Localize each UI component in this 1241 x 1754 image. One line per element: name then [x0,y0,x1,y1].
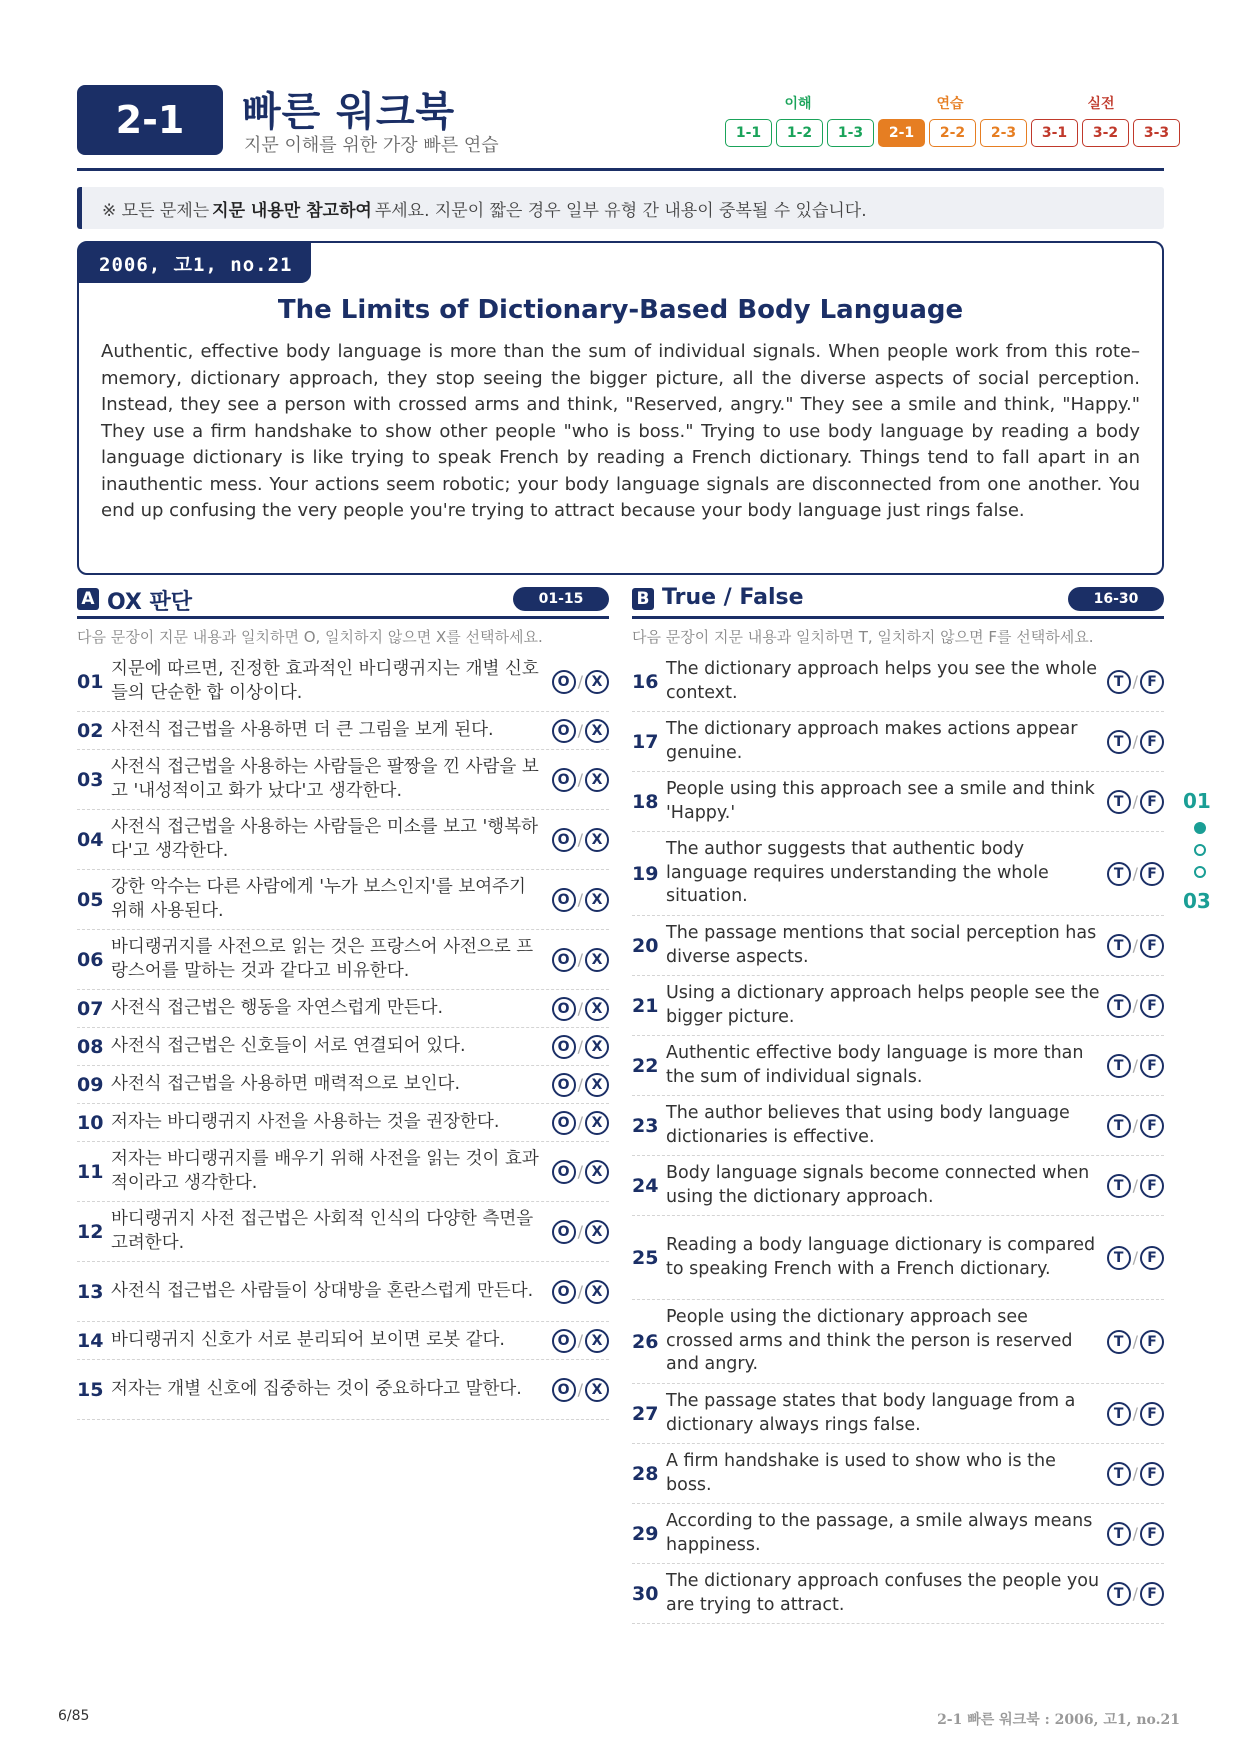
choice-separator: / [577,890,583,909]
question-text: 저자는 개별 신호에 집중하는 것이 중요하다고 말한다. [111,1378,522,1399]
answer-choices [552,1280,609,1304]
choice-f-button[interactable]: F [1140,790,1164,814]
choice-x-button[interactable]: X [585,1035,609,1059]
choice-t-button[interactable]: T [1107,994,1131,1018]
choice-x-button[interactable]: X [585,997,609,1021]
choice-t-button[interactable]: T [1107,1462,1131,1486]
ox-question-row [77,1202,609,1262]
ox-question-row [77,930,609,990]
side-nav-dot[interactable] [1194,866,1206,878]
tf-question-row [632,652,1164,712]
choice-o-button[interactable]: O [552,997,576,1021]
notice-prefix: ※ 모든 문제는 [102,200,210,221]
answer-choices [1107,1114,1164,1138]
choice-f-button[interactable]: F [1140,934,1164,958]
ox-question-row [77,652,609,712]
choice-separator: / [1132,1332,1138,1351]
tf-question-row [632,1096,1164,1156]
choice-x-button[interactable]: X [585,1280,609,1304]
choice-t-button[interactable]: T [1107,1054,1131,1078]
choice-o-button[interactable]: O [552,1111,576,1135]
question-number: 02 [77,719,104,742]
header-divider [77,168,1164,171]
passage-title: The Limits of Dictionary-Based Body Language [277,295,964,325]
ox-question-row [77,810,609,870]
choice-t-button[interactable]: T [1107,730,1131,754]
choice-x-button[interactable]: X [585,768,609,792]
question-number: 14 [77,1329,104,1352]
tf-question-row [632,1444,1164,1504]
choice-o-button[interactable]: O [552,768,576,792]
question-text: The passage mentions that social perception has diverse aspects. [666,923,1097,967]
stage-tag[interactable]: 3-3 [1133,119,1180,147]
question-text: A firm handshake is used to show who is the boss. [666,1451,1056,1495]
question-text: 사전식 접근법을 사용하는 사람들은 미소를 보고 '행복하다'고 생각한다. [111,817,539,861]
answer-choices [1107,1174,1164,1198]
question-number: 06 [77,948,104,971]
answer-choices [1107,934,1164,958]
tf-question-row [632,1156,1164,1216]
choice-separator: / [1132,1056,1138,1075]
choice-t-button[interactable]: T [1107,670,1131,694]
question-number: 27 [632,1402,659,1425]
stage-tag[interactable]: 3-2 [1082,119,1129,147]
choice-t-button[interactable]: T [1107,1174,1131,1198]
choice-f-button[interactable]: F [1140,670,1164,694]
side-nav-top: 01 [1183,789,1211,813]
question-number: 12 [77,1220,104,1243]
choice-separator: / [577,1113,583,1132]
choice-t-button[interactable]: T [1107,790,1131,814]
tf-question-row [632,1036,1164,1096]
question-number: 16 [632,670,659,693]
section-b-header [632,585,1164,619]
choice-separator: / [1132,864,1138,883]
choice-x-button[interactable]: X [585,1220,609,1244]
answer-choices [552,719,609,743]
answer-choices [552,828,609,852]
choice-f-button[interactable]: F [1140,1522,1164,1546]
stage-tag[interactable]: 2-2 [929,119,976,147]
choice-separator: / [1132,1404,1138,1423]
ox-question-row [77,1104,609,1142]
question-text: Authentic effective body language is more than the sum of individual signals. [666,1043,1084,1087]
choice-o-button[interactable]: O [552,1378,576,1402]
choice-x-button[interactable]: X [585,888,609,912]
stage-label-practice: 연습 [936,96,964,112]
choice-separator: / [577,1222,583,1241]
choice-o-button[interactable]: O [552,1160,576,1184]
choice-o-button[interactable]: O [552,948,576,972]
section-a-instruction: 다음 문장이 지문 내용과 일치하면 O, 일치하지 않으면 X를 선택하세요. [77,628,543,646]
ox-question-row [77,1142,609,1202]
question-text: 바디랭귀지를 사전으로 읽는 것은 프랑스어 사전으로 프랑스어를 말하는 것과 같다고 비유한다. [111,937,534,981]
choice-x-button[interactable]: X [585,719,609,743]
choice-f-button[interactable]: F [1140,1174,1164,1198]
answer-choices [1107,1054,1164,1078]
question-number: 19 [632,862,659,885]
stage-tag[interactable]: 1-2 [776,119,823,147]
question-text: 사전식 접근법을 사용하면 매력적으로 보인다. [111,1073,461,1094]
choice-x-button[interactable]: X [585,828,609,852]
ox-question-row [77,870,609,930]
answer-choices [552,768,609,792]
answer-choices [1107,862,1164,886]
question-number: 04 [77,828,104,851]
choice-separator: / [1132,792,1138,811]
choice-separator: / [577,1037,583,1056]
answer-choices [1107,670,1164,694]
choice-f-button[interactable]: F [1140,1246,1164,1270]
answer-choices [552,1378,609,1402]
section-a-title: OX 판단 [107,590,193,615]
stage-tags [725,119,1180,147]
section-a-badge: A [77,588,99,610]
choice-separator: / [1132,1584,1138,1603]
answer-choices [1107,1582,1164,1606]
question-number: 17 [632,730,659,753]
choice-separator: / [1132,1524,1138,1543]
side-nav-bottom: 03 [1183,889,1211,913]
question-number: 03 [77,768,104,791]
choice-t-button[interactable]: T [1107,1522,1131,1546]
choice-f-button[interactable]: F [1140,1582,1164,1606]
stage-label-understand: 이해 [784,96,812,112]
unit-badge: 2-1 [77,85,223,155]
question-text: 사전식 접근법을 사용하는 사람들은 팔짱을 낀 사람을 보고 '내성적이고 화가 났다'고 생각한다. [111,757,539,801]
question-number: 23 [632,1114,659,1137]
stage-labels [0,93,1241,113]
page-subtitle: 지문 이해를 위한 가장 빠른 연습 [244,135,499,156]
answer-choices [1107,1522,1164,1546]
footer-reference: 2-1 빠른 워크북 : 2006, 고1, no.21 [937,1712,1180,1728]
choice-separator: / [577,950,583,969]
ox-question-row [77,1322,609,1360]
choice-separator: / [1132,996,1138,1015]
answer-choices [552,1220,609,1244]
tf-question-row [632,976,1164,1036]
question-text: Body language signals become connected when using the dictionary approach. [666,1163,1090,1207]
choice-separator: / [577,830,583,849]
choice-t-button[interactable]: T [1107,862,1131,886]
choice-t-button[interactable]: T [1107,1402,1131,1426]
choice-f-button[interactable]: F [1140,1114,1164,1138]
question-number: 08 [77,1035,104,1058]
question-text: Using a dictionary approach helps people see the bigger picture. [666,983,1100,1027]
tf-question-row [632,1384,1164,1444]
answer-choices [552,1073,609,1097]
question-number: 13 [77,1280,104,1303]
question-text: According to the passage, a smile always means happiness. [666,1511,1093,1555]
tf-question-row [632,1504,1164,1564]
answer-choices [1107,1330,1164,1354]
choice-f-button[interactable]: F [1140,994,1164,1018]
choice-separator: / [1132,1116,1138,1135]
choice-o-button[interactable]: O [552,1220,576,1244]
tf-question-row [632,1216,1164,1300]
question-number: 01 [77,670,104,693]
answer-choices [1107,730,1164,754]
question-text: The dictionary approach confuses the people you are trying to attract. [666,1571,1100,1615]
ox-question-row [77,990,609,1028]
stage-tag[interactable]: 1-1 [725,119,772,147]
answer-choices [1107,1402,1164,1426]
stage-tag[interactable]: 1-3 [827,119,874,147]
answer-choices [1107,994,1164,1018]
choice-x-button[interactable]: X [585,1160,609,1184]
choice-f-button[interactable]: F [1140,730,1164,754]
choice-f-button[interactable]: F [1140,1330,1164,1354]
section-a-header [77,585,609,619]
answer-choices [552,1160,609,1184]
page-number: 6/85 [58,1708,90,1724]
choice-f-button[interactable]: F [1140,1054,1164,1078]
stage-tag[interactable]: 3-1 [1031,119,1078,147]
choice-separator: / [1132,732,1138,751]
answer-choices [1107,1462,1164,1486]
choice-separator: / [577,672,583,691]
question-text: 사전식 접근법은 사람들이 상대방을 혼란스럽게 만든다. [111,1280,534,1301]
question-text: The author suggests that authentic body language requires understanding the whole situation. [666,839,1049,907]
question-text: 바디랭귀지 신호가 서로 분리되어 보이면 로봇 같다. [111,1329,505,1350]
question-number: 28 [632,1462,659,1485]
question-text: People using this approach see a smile and think 'Happy.' [666,779,1095,823]
answer-choices [552,997,609,1021]
choice-o-button[interactable]: O [552,888,576,912]
question-number: 07 [77,997,104,1020]
ox-question-row [77,1028,609,1066]
question-number: 26 [632,1330,659,1353]
stage-tag[interactable]: 2-3 [980,119,1027,147]
choice-x-button[interactable]: X [585,1378,609,1402]
choice-t-button[interactable]: T [1107,1330,1131,1354]
choice-o-button[interactable]: O [552,670,576,694]
answer-choices [552,1111,609,1135]
choice-separator: / [1132,936,1138,955]
choice-separator: / [1132,1176,1138,1195]
question-text: The dictionary approach helps you see the whole context. [666,659,1097,703]
question-text: The dictionary approach makes actions appear genuine. [666,719,1078,763]
question-number: 11 [77,1160,104,1183]
notice-bar [77,187,1164,229]
choice-separator: / [1132,672,1138,691]
question-text: 바디랭귀지 사전 접근법은 사회적 인식의 다양한 측면을 고려한다. [111,1209,534,1253]
answer-choices [552,1329,609,1353]
question-number: 20 [632,934,659,957]
choice-t-button[interactable]: T [1107,934,1131,958]
question-text: The passage states that body language from a dictionary always rings false. [666,1391,1076,1435]
choice-o-button[interactable]: O [552,719,576,743]
answer-choices [552,670,609,694]
ox-question-row [77,1360,609,1420]
question-text: People using the dictionary approach see crossed arms and think the person is reserved and angry. [666,1307,1073,1375]
tf-question-row [632,712,1164,772]
choice-separator: / [577,1282,583,1301]
choice-t-button[interactable]: T [1107,1582,1131,1606]
passage-box [77,241,1164,575]
question-text: 지문에 따르면, 진정한 효과적인 바디랭귀지는 개별 신호들의 단순한 합 이상이다. [111,659,539,703]
choice-separator: / [577,999,583,1018]
stage-tag-active[interactable]: 2-1 [878,119,925,147]
choice-o-button[interactable]: O [552,828,576,852]
question-number: 10 [77,1111,104,1134]
ox-question-row [77,712,609,750]
ox-question-row [77,750,609,810]
choice-o-button[interactable]: O [552,1035,576,1059]
answer-choices [1107,1246,1164,1270]
choice-x-button[interactable]: X [585,948,609,972]
question-number: 21 [632,994,659,1017]
tf-question-row [632,832,1164,916]
question-number: 15 [77,1378,104,1401]
question-number: 24 [632,1174,659,1197]
notice-bold: 지문 내용만 참고하여 [212,200,372,221]
question-number: 05 [77,888,104,911]
question-number: 09 [77,1073,104,1096]
choice-f-button[interactable]: F [1140,1402,1164,1426]
question-text: 저자는 바디랭귀지 사전을 사용하는 것을 권장한다. [111,1111,500,1132]
page-title: 빠른 워크북 [242,89,456,135]
choice-separator: / [577,770,583,789]
tf-question-row [632,772,1164,832]
choice-separator: / [1132,1248,1138,1267]
section-a-range: 01-15 [513,587,609,611]
answer-choices [552,1035,609,1059]
choice-t-button[interactable]: T [1107,1246,1131,1270]
choice-o-button[interactable]: O [552,1329,576,1353]
question-number: 18 [632,790,659,813]
choice-x-button[interactable]: X [585,1329,609,1353]
answer-choices [1107,790,1164,814]
choice-x-button[interactable]: X [585,1073,609,1097]
answer-choices [552,948,609,972]
side-nav-dot-active[interactable] [1194,822,1206,834]
question-text: 사전식 접근법을 사용하면 더 큰 그림을 보게 된다. [111,719,494,740]
question-text: 강한 악수는 다른 사람에게 '누가 보스인지'를 보여주기 위해 사용된다. [111,877,526,921]
ox-question-row [77,1066,609,1104]
choice-t-button[interactable]: T [1107,1114,1131,1138]
question-text: The author believes that using body language dictionaries is effective. [666,1103,1070,1147]
choice-f-button[interactable]: F [1140,1462,1164,1486]
tf-question-row [632,1300,1164,1384]
choice-o-button[interactable]: O [552,1280,576,1304]
question-number: 25 [632,1246,659,1269]
choice-separator: / [1132,1464,1138,1483]
question-number: 22 [632,1054,659,1077]
choice-f-button[interactable]: F [1140,862,1164,886]
question-text: 사전식 접근법은 행동을 자연스럽게 만든다. [111,997,444,1018]
question-number: 30 [632,1582,659,1605]
section-b-title: True / False [662,585,804,610]
choice-x-button[interactable]: X [585,1111,609,1135]
source-tag: 2006, 고1, no.21 [79,243,311,283]
side-nav-dot[interactable] [1194,844,1206,856]
notice-suffix: 푸세요. 지문이 짧은 경우 일부 유형 간 내용이 중복될 수 있습니다. [374,200,867,221]
choice-separator: / [577,1075,583,1094]
section-b-range: 16-30 [1068,587,1164,611]
choice-separator: / [577,1331,583,1350]
question-text: Reading a body language dictionary is compared to speaking French with a French dictionary. [666,1235,1096,1279]
choice-separator: / [577,1162,583,1181]
choice-separator: / [577,1380,583,1399]
section-b-badge: B [632,588,654,610]
question-text: 저자는 바디랭귀지를 배우기 위해 사전을 읽는 것이 효과적이라고 생각한다. [111,1149,539,1193]
section-b-instruction: 다음 문장이 지문 내용과 일치하면 T, 일치하지 않으면 F를 선택하세요. [632,628,1094,646]
question-number: 29 [632,1522,659,1545]
tf-question-row [632,916,1164,976]
tf-question-row [632,1564,1164,1624]
choice-separator: / [577,721,583,740]
passage-text: Authentic, effective body language is more than the sum of individual signals. When people work from this rote– memory, dictionary approach, they stop seeing the bigger picture, all the diverse aspects of social perception. Instead, they see a person with crossed arms and think, "Reserved, angry." They see a smile and think, "Happy." They use a firm handshake to show other people "who is boss." Trying to use body language by reading a body language dictionary is like trying to speak French by reading a French dictionary. Things tend to fall apart in an inauthentic mess. Your actions seem robotic; your body language signals are disconnected from one another. You end up confusing the very people you're trying to attract because your body language just rings false. [101,341,1140,521]
stage-label-real: 실전 [1087,96,1115,112]
answer-choices [552,888,609,912]
choice-x-button[interactable]: X [585,670,609,694]
ox-question-row [77,1262,609,1322]
question-text: 사전식 접근법은 신호들이 서로 연결되어 있다. [111,1035,466,1056]
choice-o-button[interactable]: O [552,1073,576,1097]
